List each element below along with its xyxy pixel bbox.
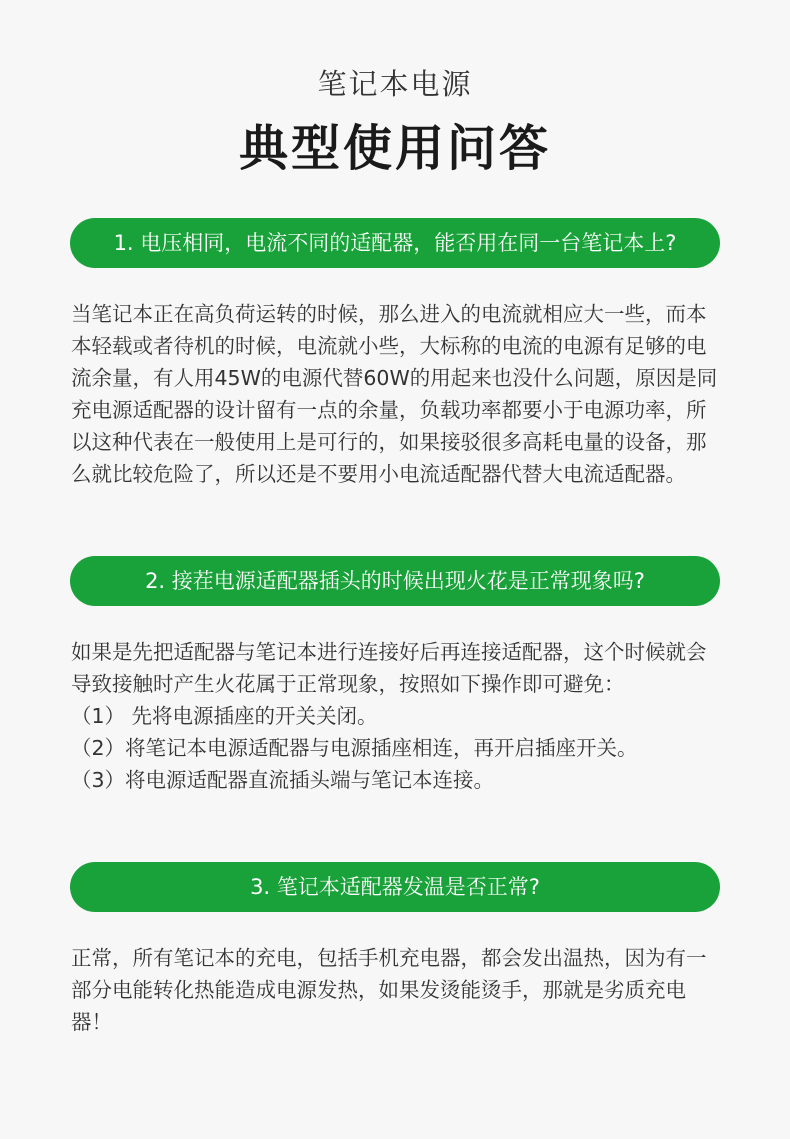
question-1-banner: 1. 电压相同，电流不同的适配器，能否用在同一台笔记本上? [70,218,720,268]
answer-2-text: 如果是先把适配器与笔记本进行连接好后再连接适配器，这个时候就会导致接触时产生火花属于正常现象，按照如下操作即可避免： [71,640,707,696]
answer-3-text: 正常，所有笔记本的充电，包括手机充电器，都会发出温热，因为有一部分电能转化热能造成电源发热，如果发烫能烫手，那就是劣质充电器！ [71,946,707,1034]
page-title: 典型使用问答 [238,120,551,177]
answer-1-text: 当笔记本正在高负荷运转的时候，那么进入的电流就相应大一些，而本本轻载或者待机的时候，电流就小些，大标称的电流的电源有足够的电流余量，有人用45W的电源代替60W的用起来也没什么问题，原因是同充电源适配器的设计留有一点的余量，负载功率都要小于电源功率，所以这种代表在一般使用上是可行的，如果接驳很多高耗电量的设备，那么就比较危险了，所以还是不要用小电流适配器代替大电流适配器。 [71,302,718,486]
answer-2 [71,636,721,796]
answer-2-step-1: （1） 先将电源插座的开关关闭。 [71,704,378,728]
question-2-banner: 2. 接茬电源适配器插头的时候出现火花是正常现象吗? [70,556,720,606]
answer-3 [71,942,721,1038]
answer-2-step-2: （2）将笔记本电源适配器与电源插座相连，再开启插座开关。 [71,736,638,760]
question-3-banner: 3. 笔记本适配器发温是否正常? [70,862,720,912]
answer-1 [71,298,721,490]
page-subtitle: 笔记本电源 [317,67,473,101]
answer-2-step-3: （3）将电源适配器直流插头端与笔记本连接。 [71,768,495,792]
